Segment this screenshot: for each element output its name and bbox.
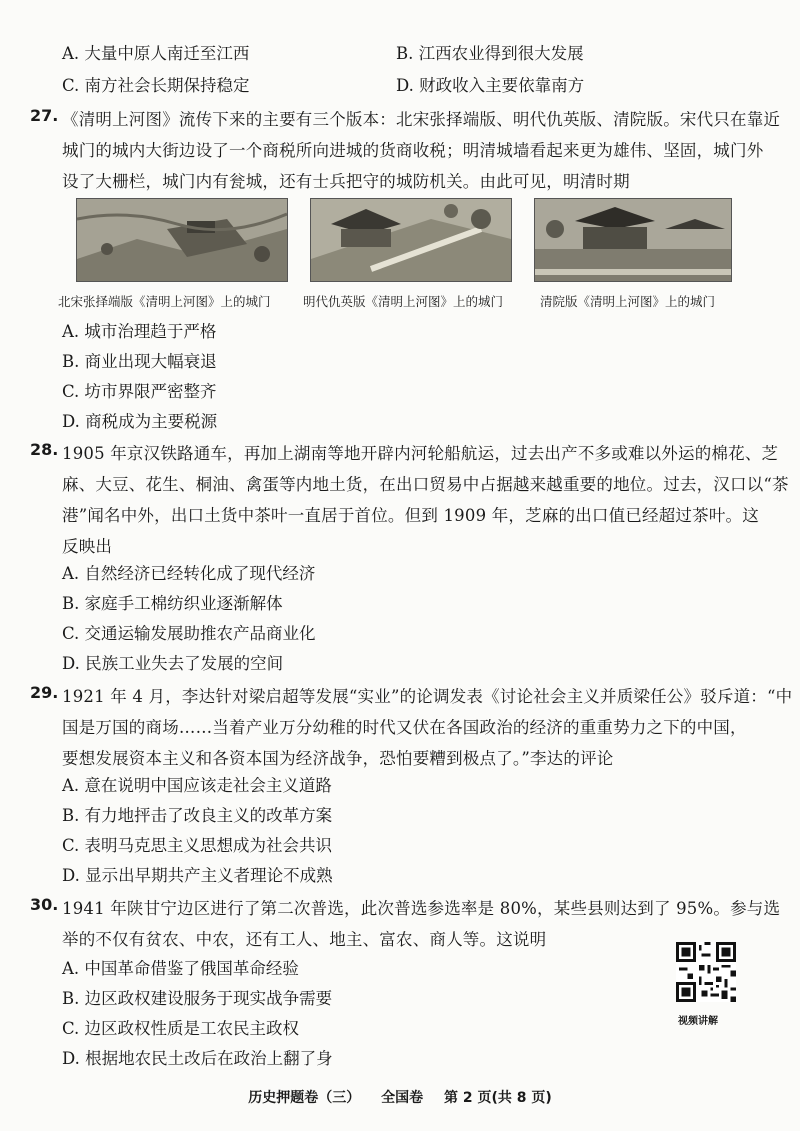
page-footer <box>0 1087 800 1107</box>
q30-stem-line-1: 1941 年陕甘宁边区进行了第二次普选，此次普选参选率是 80%，某些县则达到了 95%。参与选 <box>62 899 781 918</box>
qing-painting-caption: 清院版《清明上河图》上的城门 <box>540 294 716 309</box>
q28-stem-line-3: 港”闻名中外，出口土货中茶叶一直居于首位。但到 1909 年，芝麻的出口值已经超过茶叶。这 <box>62 506 759 525</box>
q26-option-b: B. 江西农业得到很大发展 <box>396 44 584 63</box>
q28-option-a: A. 自然经济已经转化成了现代经济 <box>62 564 316 583</box>
q29-option-c: C. 表明马克思主义思想成为社会共识 <box>62 836 333 855</box>
q29-number: 29. <box>30 683 59 702</box>
q30-number: 30. <box>30 895 59 914</box>
ming-painting-caption: 明代仇英版《清明上河图》上的城门 <box>303 294 504 309</box>
q26-option-c: C. 南方社会长期保持稳定 <box>62 76 250 95</box>
q28-stem-line-1: 1905 年京汉铁路通车，再加上湖南等地开辟内河轮船航运，过去出产不多或难以外运的棉花、芝 <box>62 444 779 463</box>
q29-stem-line-3: 要想发展资本主义和各资本国为经济战争，恐怕要糟到极点了。”李达的评论 <box>62 749 614 768</box>
q29-option-d: D. 显示出早期共产主义者理论不成熟 <box>62 866 333 885</box>
ming-city-gate-painting <box>310 198 512 282</box>
footer-page-number: 第 2 页(共 8 页) <box>443 1090 552 1106</box>
q27-option-d: D. 商税成为主要税源 <box>62 412 218 431</box>
q30-option-c: C. 边区政权性质是工农民主政权 <box>62 1019 300 1038</box>
qr-code-icon[interactable] <box>676 942 736 1002</box>
q27-stem-line-2: 城门的城内大街边设了一个商税所向进城的货商收税；明清城墙看起来更为雄伟、坚固，城门外 <box>62 141 764 160</box>
q29-option-a: A. 意在说明中国应该走社会主义道路 <box>62 776 332 795</box>
q30-option-d: D. 根据地农民土改后在政治上翻了身 <box>62 1049 333 1068</box>
q27-number: 27. <box>30 106 59 125</box>
q30-option-b: B. 边区政权建设服务于现实战争需要 <box>62 989 333 1008</box>
q29-stem-line-1: 1921 年 4 月，李达针对梁启超等发展“实业”的论调发表《讨论社会主义并质梁任公》驳斥道：“中 <box>62 687 793 706</box>
q27-stem-line-1: 《清明上河图》流传下来的主要有三个版本：北宋张择端版、明代仇英版、清院版。宋代只在靠近 <box>62 110 781 129</box>
q28-option-d: D. 民族工业失去了发展的空间 <box>62 654 284 673</box>
q28-number: 28. <box>30 440 59 459</box>
q29-option-b: B. 有力地抨击了改良主义的改革方案 <box>62 806 333 825</box>
q27-stem-line-3: 设了大栅栏，城门内有瓮城，还有士兵把守的城防机关。由此可见，明清时期 <box>62 172 630 191</box>
q28-stem-line-4: 反映出 <box>62 537 113 556</box>
footer-exam-title: 历史押题卷（三） <box>248 1090 361 1106</box>
q27-option-a: A. 城市治理趋于严格 <box>62 322 217 341</box>
q28-stem-line-2: 麻、大豆、花生、桐油、禽蛋等内地土货，在出口贸易中占据越来越重要的地位。过去，汉口以“茶 <box>62 475 789 494</box>
video-explanation-label: 视频讲解 <box>678 1016 718 1027</box>
q28-option-b: B. 家庭手工棉纺织业逐渐解体 <box>62 594 283 613</box>
q28-option-c: C. 交通运输发展助推农产品商业化 <box>62 624 316 643</box>
q27-option-c: C. 坊市界限严密整齐 <box>62 382 217 401</box>
footer-exam-scope: 全国卷 <box>381 1090 424 1106</box>
qing-city-gate-painting <box>534 198 732 282</box>
song-city-gate-painting <box>76 198 288 282</box>
q27-option-b: B. 商业出现大幅衰退 <box>62 352 217 371</box>
q30-option-a: A. 中国革命借鉴了俄国革命经验 <box>62 959 299 978</box>
q26-option-d: D. 财政收入主要依靠南方 <box>396 76 585 95</box>
q30-stem-line-2: 举的不仅有贫农、中农，还有工人、地主、富农、商人等。这说明 <box>62 930 547 949</box>
q29-stem-line-2: 国是万国的商场……当着产业万分幼稚的时代又伏在各国政治的经济的重重势力之下的中国， <box>62 718 747 737</box>
q26-option-a: A. 大量中原人南迁至江西 <box>62 44 250 63</box>
song-painting-caption: 北宋张择端版《清明上河图》上的城门 <box>58 294 271 309</box>
